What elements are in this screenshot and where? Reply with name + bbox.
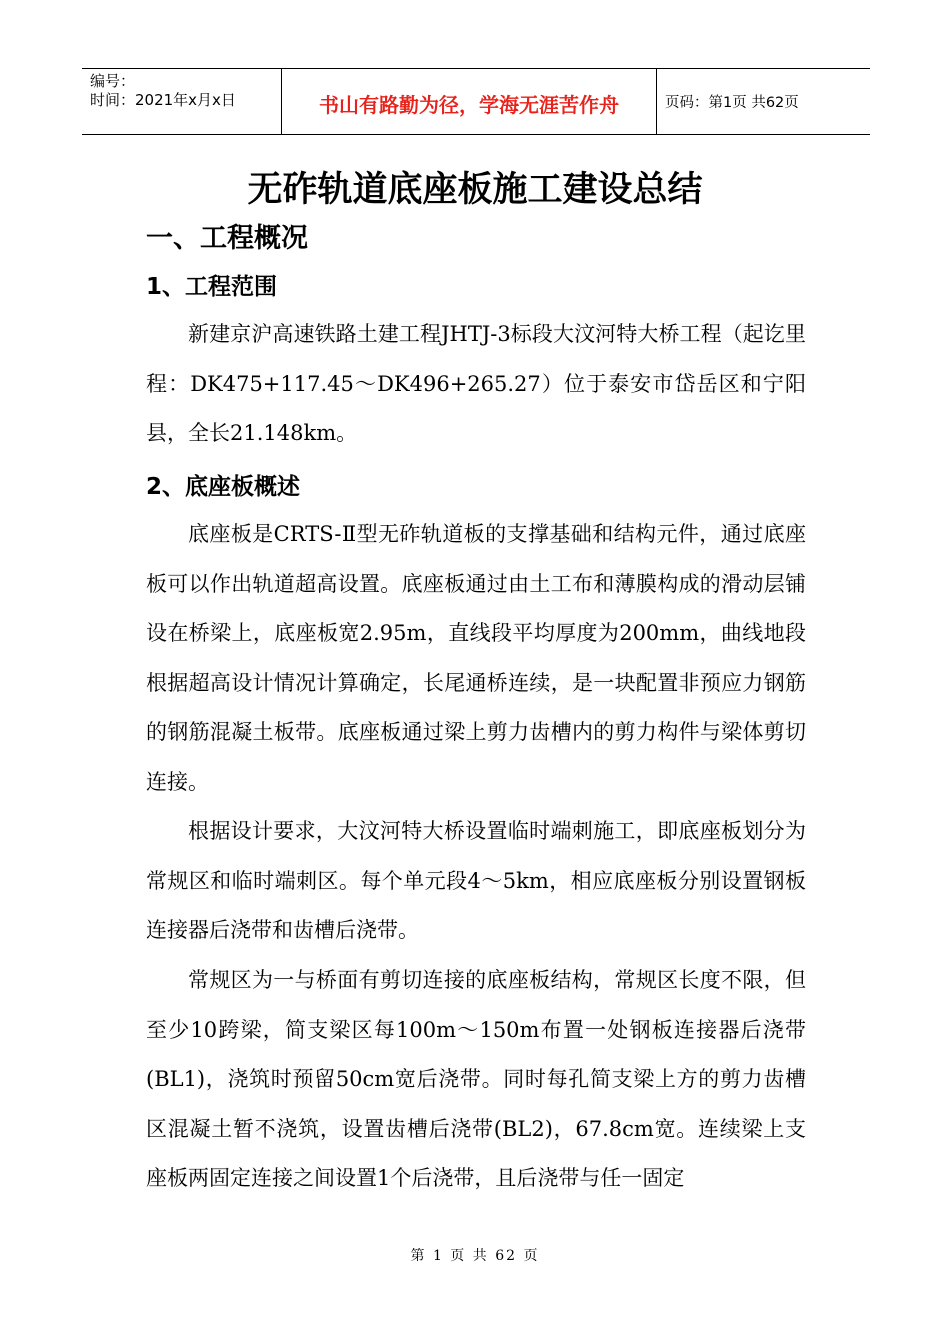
document-title: 无砟轨道底座板施工建设总结 <box>247 170 703 210</box>
header-table <box>82 68 870 135</box>
paragraph-1: 新建京沪高速铁路土建工程JHTJ-3标段大汶河特大桥工程（起讫里程：DK475+117.45～DK496+265.27）位于泰安市岱岳区和宁阳县，全长21.148km。 <box>146 322 806 445</box>
subsection-heading-1: 1、工程范围 <box>146 274 278 300</box>
page-code: 页码：第1页 共62页 <box>665 95 799 111</box>
header-page-cell <box>657 69 870 134</box>
header-left-cell <box>82 69 281 134</box>
page-footer: 第 1 页 共 62 页 <box>410 1248 540 1264</box>
section-heading-1: 一、工程概况 <box>146 223 308 254</box>
motto-text: 书山有路勤为径，学海无涯苦作舟 <box>319 93 619 117</box>
paragraph-2: 底座板是CRTS-Ⅱ型无砟轨道板的支撑基础和结构元件，通过底座板可以作出轨道超高设置。底座板通过由土工布和薄膜构成的滑动层铺设在桥梁上，底座板宽2.95m，直线段平均厚度为200mm，曲线地段根据超高设计情况计算确定，长尾通桥连续，是一块配置非预应力钢筋的钢筋混凝土板带。底座板通过梁上剪力齿槽内的剪力构件与梁体剪切连接。 <box>146 522 806 794</box>
subsection-heading-2: 2、底座板概述 <box>146 474 301 500</box>
paragraph-4: 常规区为一与桥面有剪切连接的底座板结构，常规区长度不限，但至少10跨梁，简支梁区每100m～150m布置一处钢板连接器后浇带(BL1)，浇筑时预留50cm宽后浇带。同时每孔简支梁上方的剪力齿槽区混凝土暂不浇筑，设置齿槽后浇带(BL2)，67.8cm宽。连续梁上支座板两固定连接之间设置1个后浇带，且后浇带与任一固定 <box>146 968 806 1190</box>
paragraph-3: 根据设计要求，大汶河特大桥设置临时端刺施工，即底座板划分为常规区和临时端刺区。每个单元段4～5km，相应底座板分别设置钢板连接器后浇带和齿槽后浇带。 <box>146 819 806 942</box>
time-label: 时间：2021年x月x日 <box>90 91 236 109</box>
header-motto-cell <box>281 69 657 134</box>
number-label: 编号： <box>90 72 136 90</box>
